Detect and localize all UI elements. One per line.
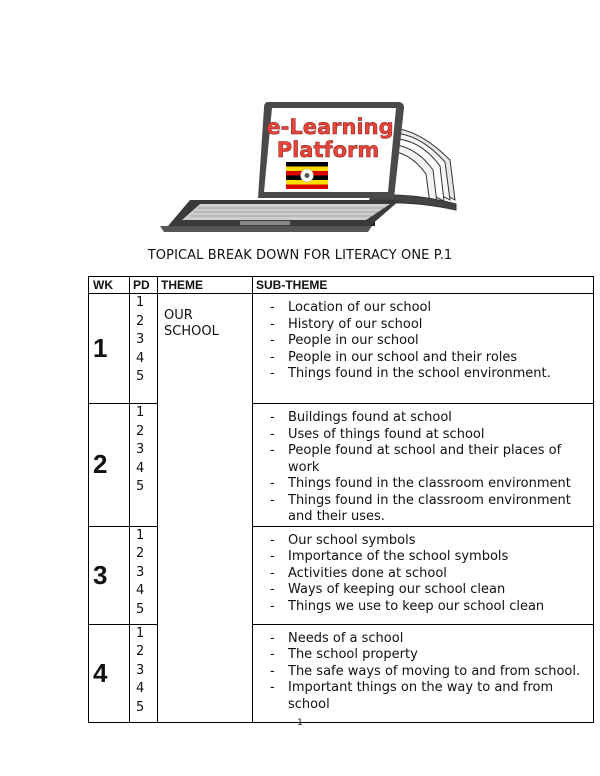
dash-bullet-icon: - [270, 492, 275, 508]
period-number: 1 [136, 295, 145, 310]
dash-bullet-icon: - [270, 426, 275, 442]
subtheme-item [253, 549, 587, 566]
header-theme: THEME [158, 277, 253, 294]
dash-bullet-icon: - [270, 410, 275, 425]
subtheme-text: Things we use to keep our school clean [288, 598, 545, 614]
period-number: 4 [136, 681, 145, 696]
dash-bullet-icon: - [270, 300, 275, 315]
period-number: 5 [136, 601, 145, 617]
dash-bullet-icon: - [270, 443, 275, 458]
subtheme-item [253, 427, 587, 444]
subtheme-text: Important things on the way to and from school [288, 680, 554, 712]
subtheme-cell [253, 404, 594, 527]
subtheme-item [253, 410, 587, 427]
subtheme-item [253, 333, 587, 350]
period-list-cell [130, 404, 158, 527]
document-title: TOPICAL BREAK DOWN FOR LITERACY ONE P.1 [147, 248, 453, 263]
period-number: 4 [136, 583, 145, 598]
table-header-row [89, 277, 594, 294]
week-number: 2 [89, 404, 130, 527]
period-number: 3 [136, 442, 145, 457]
subtheme-text: Things found in the classroom environment [288, 476, 571, 491]
period-number: 2 [136, 423, 145, 439]
subtheme-item [253, 476, 587, 493]
subtheme-text: Ways of keeping our school clean [288, 582, 506, 597]
dash-bullet-icon: - [270, 476, 275, 491]
dash-bullet-icon: - [270, 366, 275, 381]
period-list-cell [130, 624, 158, 722]
subtheme-text: Importance of the school symbols [288, 549, 509, 564]
period-number: 2 [136, 313, 145, 329]
subtheme-text: Activities done at school [288, 565, 447, 581]
week-number: 3 [89, 526, 130, 624]
logo-line2: Platform [276, 138, 380, 162]
logo-line1: e-Learning [266, 115, 394, 139]
subtheme-item [253, 493, 587, 526]
subtheme-text: Uses of things found at school [288, 426, 485, 442]
period-number: 1 [136, 405, 145, 420]
dash-bullet-icon: - [270, 630, 275, 646]
subtheme-item [253, 350, 587, 367]
subtheme-text: Things found in the school environment. [288, 366, 551, 381]
header-wk: WK [89, 277, 130, 294]
period-number: 3 [136, 564, 145, 580]
period-number: 4 [136, 460, 145, 476]
subtheme-item [253, 533, 587, 550]
subtheme-item [253, 631, 587, 648]
subtheme-item [253, 664, 587, 681]
subtheme-text: Our school symbols [288, 532, 416, 548]
subtheme-text: The safe ways of moving to and from school. [288, 663, 581, 679]
subtheme-text: People in our school and their roles [288, 349, 518, 365]
subtheme-item [253, 582, 587, 599]
header-pd: PD [130, 277, 158, 294]
dash-bullet-icon: - [270, 647, 275, 662]
period-number: 1 [136, 527, 145, 543]
subtheme-text: Buildings found at school [288, 410, 452, 425]
theme-text: OUR SCHOOL [164, 308, 219, 339]
subtheme-item [253, 300, 587, 317]
dash-bullet-icon: - [270, 598, 275, 614]
dash-bullet-icon: - [270, 582, 275, 597]
subtheme-text: Needs of a school [288, 630, 404, 646]
topical-breakdown-table [88, 276, 594, 723]
subtheme-item [253, 680, 587, 713]
subtheme-text: People found at school and their places of work [288, 443, 562, 475]
period-number: 2 [136, 644, 145, 659]
dash-bullet-icon: - [270, 333, 275, 348]
week-number: 1 [89, 294, 130, 404]
period-number: 5 [136, 369, 145, 384]
period-number: 3 [136, 662, 145, 678]
elearning-platform-logo [160, 100, 460, 235]
period-number: 3 [136, 332, 145, 347]
period-number: 5 [136, 479, 145, 494]
uganda-flag-icon [286, 162, 328, 189]
subtheme-cell [253, 624, 594, 722]
table-row [89, 294, 594, 404]
subtheme-item [253, 366, 587, 383]
subtheme-item [253, 566, 587, 583]
subtheme-cell [253, 294, 594, 404]
dash-bullet-icon: - [270, 549, 275, 564]
header-subtheme: SUB-THEME [253, 277, 594, 294]
subtheme-cell [253, 526, 594, 624]
subtheme-item [253, 443, 587, 476]
subtheme-item [253, 317, 587, 334]
period-number: 1 [136, 625, 145, 641]
dash-bullet-icon: - [270, 316, 275, 332]
dash-bullet-icon: - [270, 680, 275, 695]
period-number: 5 [136, 699, 145, 715]
subtheme-text: History of our school [288, 316, 423, 332]
page-number: 1 [297, 718, 303, 728]
subtheme-text: People in our school [288, 333, 419, 348]
subtheme-text: Location of our school [288, 300, 432, 315]
dash-bullet-icon: - [270, 349, 275, 365]
period-list-cell [130, 294, 158, 404]
subtheme-item [253, 599, 587, 616]
theme-cell [158, 294, 253, 723]
subtheme-text: The school property [288, 647, 418, 662]
subtheme-text: Things found in the classroom environment and their uses. [288, 492, 571, 524]
dash-bullet-icon: - [270, 663, 275, 679]
period-number: 4 [136, 350, 145, 366]
subtheme-item [253, 647, 587, 664]
period-list-cell [130, 526, 158, 624]
week-number: 4 [89, 624, 130, 722]
dash-bullet-icon: - [270, 565, 275, 581]
dash-bullet-icon: - [270, 532, 275, 548]
period-number: 2 [136, 546, 145, 561]
